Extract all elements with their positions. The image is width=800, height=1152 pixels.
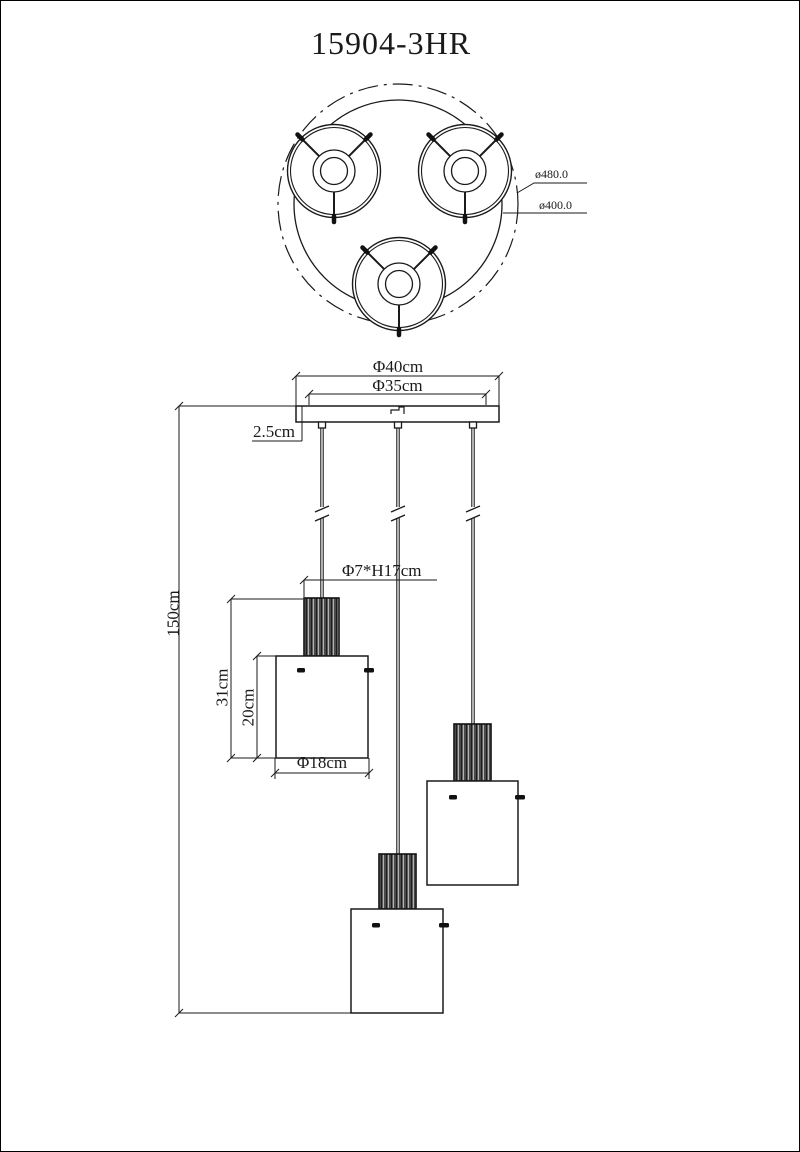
lamp-shade [276,656,374,758]
shade-diameter-label: Φ18cm [296,753,348,772]
cord-grip [395,422,402,428]
lamp-shades [276,656,525,1013]
canopy-diameter-label: ø400.0 [539,198,572,212]
glass-tube [454,724,491,781]
suspension-cord [391,422,405,854]
glass-tube [304,598,339,656]
drawing-title: 15904-3HR [310,25,472,61]
suspension-cord [315,422,329,599]
canopy-thickness-label: 2.5cm [253,422,296,441]
outer-diameter-label: ø480.0 [535,167,568,181]
shade-screw [297,668,305,673]
canopy-inner-width-label: Φ35cm [372,376,423,395]
shade-screw [364,668,374,673]
shade-assembly-height-label: 31cm [212,668,232,707]
lamp-shade-top-view [419,125,512,223]
shade-screw [515,795,525,800]
canopy-width-label: Φ40cm [372,357,424,376]
cord-grip [319,422,326,428]
suspension-height-label: 150cm [163,590,183,637]
tube-size-label: Φ7*H17cm [342,561,422,580]
suspension-cord [466,422,480,724]
ceiling-canopy [296,406,499,422]
glass-tube [379,854,416,909]
cord-grip [470,422,477,428]
shade-height-label: 20cm [238,688,258,727]
shade-screw [439,923,449,928]
lamp-shade [351,909,449,1013]
lamp-shade [427,781,525,885]
shade-screw [449,795,457,800]
lamp-shade-top-view [288,125,381,223]
shade-screw [372,923,380,928]
